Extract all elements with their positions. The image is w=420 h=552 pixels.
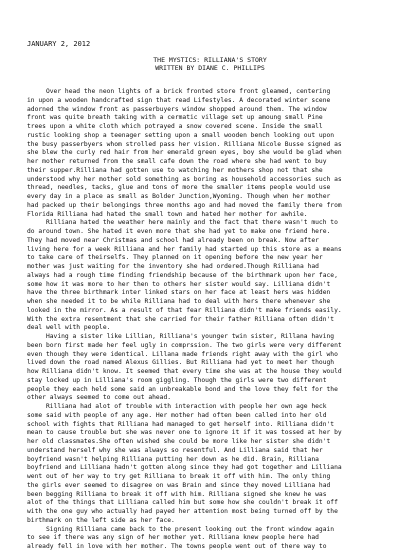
story-line: trees upon a white cloth which potrayed a snow covered scene. Inside the small xyxy=(27,123,323,130)
story-line: boyfriend wasn't helping Rilliana putting her down as he did. Brain, Rilliana xyxy=(27,455,319,463)
story-line: mean to cause trouble but she was never one to ignore it if it was tossed at her by xyxy=(27,429,342,437)
story-line: their supper.Rilliana had gotten use to watching her mothers shop not that she xyxy=(27,166,323,174)
story-line: the girls ever seemed to disagree on was Brain and since they moved Lilliana had xyxy=(27,481,331,489)
story-line: adorned the window front as passerbuyers window shopped around them. The window xyxy=(27,105,327,113)
story-line: had packed up their belongings three months ago and had moved the family there from xyxy=(27,201,342,209)
story-line: Rilliana hated the weather here mainly and the fact that there wasn't much to xyxy=(27,219,338,227)
story-line: thread, needles, tacks, glue and tons of more the smaller items people would use xyxy=(27,184,331,192)
story-line: been born first made her feel ugly in comprssion. The two girls were very different xyxy=(27,341,342,349)
story-line: every day in a place as small as Bolder Junction,Wyoming. Though when her mother xyxy=(27,193,331,200)
story-line: rustic looking shop a teenager setting upon a small wooden bench looking out upon xyxy=(27,131,335,139)
story-line: she blew the curly red hair from her emerald green eyes, boy she would be glad when xyxy=(27,149,342,157)
story-line: other always seemed to come out ahead. xyxy=(27,394,172,402)
story-line: been begging Rilliana to break it off with him. Rilliana signed she knew he was xyxy=(27,490,327,498)
story-line: Having a sister like Lillian, Rilliana's younger twin sister, Rillana having xyxy=(27,333,335,340)
story-line: living here for a week Rilliana and her family had started up this store as a means xyxy=(27,245,342,253)
story-line: some how it was more to her then to others her sister would say. Lilliana didn't xyxy=(27,280,331,288)
story-byline: WRITTEN BY DIANE C. PHILLIPS xyxy=(155,64,265,72)
story-line: understand herself why she was always so resentful. And Lilliana said that her xyxy=(27,446,323,454)
story-line: deal well with people. xyxy=(27,324,111,332)
story-line: always had a rough time finding friendship because of the birthmark upon her face, xyxy=(27,271,338,279)
story-line: when she needed it to be while Rilliana had to deal with hers there whenever she xyxy=(27,298,331,305)
story-line: with the one guy who actually had payed her attention most being turned off by the xyxy=(27,508,338,515)
story-line: even though they were identical. Lillana made friends right away with the girl who xyxy=(27,350,338,358)
story-line: Florida Rilliana had hated the small town and hated her mother for awhile. xyxy=(27,210,308,218)
story-line: With the extra resentment that she carried for their father Rilliana often didn't xyxy=(27,315,335,323)
story-line: how Rilliana didn't know. It seemed that every time she was at the house they would xyxy=(27,368,342,375)
story-line: have the three birthmark inter linked stars on her face at least hers was hidden xyxy=(27,289,331,297)
story-line: school with fights that Rilliana had managed to get herself into. Rilliana didn't xyxy=(27,420,335,428)
story-line: understood why her mother sold something as boring as household accessories such as xyxy=(27,175,342,183)
story-line: Rilliana had alot of trouble with interaction with people her own age heck xyxy=(27,403,327,410)
story-line: to see if there was any sign of her mother yet. Rilliana knew people here had xyxy=(27,534,319,542)
story-line: stay locked up in Lilliana's room giggling. Though the girls were two different xyxy=(27,376,327,384)
story-line: Signing Rilliana came back to the present looking out the front window again xyxy=(27,525,335,533)
story-title: THE MYSTICS: RILLIANA'S STORY xyxy=(153,56,267,64)
story-line: mother was just waiting for the inventory she had ordered.Though Rilliana had xyxy=(27,263,319,270)
story-line: some said with people of any age. Her mother had often been called into her old xyxy=(27,411,327,419)
story-line: her mother returned from the small cafe down the road where she had went to buy xyxy=(27,158,327,165)
story-line: front was quite breath taking with a cermatic village set up amoung small Pine xyxy=(27,114,323,122)
story-line: her old classmates.She often wished she could be more like her sister she didn't xyxy=(27,438,331,445)
story-line: already fell in love with her mother. The towns people went out of there way to xyxy=(27,543,327,550)
story-line: in upon a wooden handcrafted sign that read Lifestyles. A decorated winter scene xyxy=(27,96,331,104)
story-line: lived down the road named Alexus Gillies. But Rilliana had yet to meet her though xyxy=(27,359,335,367)
story-line: Over head the neon lights of a brick fronted store front gleamed, centering xyxy=(27,88,331,95)
story-line: the busy passerbyers whom strolled pass her vision. Rilliana Nicole Busse signed as xyxy=(27,140,342,148)
story-line: They had moved near Christmas and school had already been on break. Now after xyxy=(27,236,319,244)
story-line: went out of her way to try get Rilliana to break it off with him. The only thing xyxy=(27,473,331,480)
story-body xyxy=(27,88,407,552)
document-date: JANUARY 2, 2012 xyxy=(27,40,91,48)
story-line: alot of the things that Lilliana called him but some how she couldn't break it off xyxy=(27,499,338,507)
story-line: birthmark on the left side as her face. xyxy=(27,516,175,524)
story-line: boyfriend and Lilliana hadn't gotten along since they had got together and Lilliana xyxy=(27,464,342,472)
story-line: people they each held some said an unbreakable bond and the love they felt for the xyxy=(27,385,338,393)
story-line: looked in the mirror. As a result of that fear Rilliana didn't make friends easily. xyxy=(27,306,342,314)
story-line: to take care of theirselfs. They planned on it opening before the new year her xyxy=(27,254,323,262)
story-line: do around town. She hated it even more that she had yet to make one friend here. xyxy=(27,228,331,235)
